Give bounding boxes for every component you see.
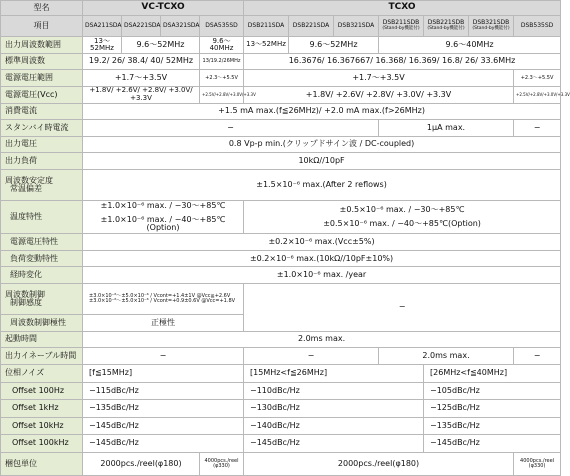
row-packing [1, 452, 561, 475]
label-stability: 周波数安定度 常温偏差 [1, 169, 83, 200]
fc-dash-tc: − [244, 284, 561, 332]
enable-dash-tc: − [244, 348, 379, 365]
temp-char-tc [244, 200, 561, 233]
pn-head-2: [15MHz<f≦26MHz] [244, 364, 424, 382]
row-freq-range [1, 37, 561, 54]
model-dsa321sda: DSA321SDA [161, 15, 200, 37]
model-dsa535sd: DSA535SD [200, 15, 244, 37]
label-packing: 梱包単位 [1, 452, 83, 475]
label-aging: 経時変化 [1, 267, 83, 284]
label-temp-char: 温度特性 [1, 200, 83, 233]
row-supply-range [1, 70, 561, 87]
row-temp-char [1, 200, 561, 233]
label-out-load: 出力負荷 [1, 153, 83, 170]
pn-10k-1: −145dBc/Hz [83, 417, 244, 435]
pack-vc: 2000pcs./reel(φ180) [83, 452, 200, 475]
label-offset-100: Offset 100Hz [1, 382, 83, 400]
std-freq-535: 13/19.2/26MHz [200, 53, 244, 70]
row-startup [1, 331, 561, 348]
temp-char-vc [83, 200, 244, 233]
pn-100-1: −115dBc/Hz [83, 382, 244, 400]
item-header: 項目 [1, 15, 83, 37]
row-room-dev [1, 169, 561, 200]
fc-sens-2: ±3.0×10⁻⁶〜±5.0×10⁻⁶ / Vcont=+0.9±0.6V @Vcc=+1.8V [89, 298, 236, 305]
supply-range-vc: +1.7〜+3.5V [83, 70, 200, 87]
pn-1k-3: −125dBc/Hz [424, 400, 561, 418]
label-fc-sens: 制御感度 [10, 298, 42, 308]
pn-head-1: [f≦15MHz] [83, 364, 244, 382]
standby-sdb: 1μA max. [379, 120, 514, 137]
fc-polarity-vc: 正極性 [83, 315, 244, 332]
pn-100k-1: −145dBc/Hz [83, 435, 244, 453]
startup-all: 2.0ms max. [83, 331, 561, 348]
label-offset-100k: Offset 100kHz [1, 435, 83, 453]
row-fc-sens [1, 284, 561, 315]
label-current: 消費電流 [1, 103, 83, 120]
label-offset-1k: Offset 1kHz [1, 400, 83, 418]
model-dsb211sda: DSB211SDA [244, 15, 289, 37]
row-phase-noise [1, 364, 561, 382]
room-dev-all: ±1.5×10⁻⁶ max.(After 2 reflows) [83, 169, 561, 200]
supply-range-tc: +1.7〜+3.5V [244, 70, 514, 87]
model-dsb211sdb: DSB211SDB (Stand-by機能付) [379, 15, 424, 37]
freq-range-vc-a: 13〜52MHz [83, 37, 122, 54]
supply-range-535: +2.3〜+5.5V [200, 70, 244, 87]
pn-1k-1: −135dBc/Hz [83, 400, 244, 418]
row-aging [1, 267, 561, 284]
group-vc-tcxo: VC-TCXO [83, 1, 244, 16]
label-fc [1, 284, 83, 315]
pack-535: 4000pcs./reel (φ330) [200, 452, 244, 475]
label-supply-vcc: 電源電圧(Vcc) [1, 87, 83, 104]
current-all: +1.5 mA max.(f≦26MHz)/ +2.0 mA max.(f>26MHz) [83, 103, 561, 120]
row-supply-vcc [1, 87, 561, 104]
label-supply-char: 電源電圧特性 [1, 234, 83, 251]
standby-dash-a: − [83, 120, 379, 137]
supply-range-b535: +2.3〜+5.5V [514, 70, 561, 87]
corner-header: 型名 [1, 1, 83, 16]
freq-range-vc-b: 9.6〜52MHz [122, 37, 200, 54]
enable-dash-vc: − [83, 348, 244, 365]
load-char-all: ±0.2×10⁻⁶ max.(10kΩ//10pF±10%) [83, 250, 561, 267]
freq-range-tc-b: 9.6〜52MHz [289, 37, 379, 54]
model-dsb321sda: DSB321SDA [334, 15, 379, 37]
out-load-all: 10kΩ//10pF [83, 153, 561, 170]
model-dsb221sda: DSB221SDA [289, 15, 334, 37]
label-startup: 起動時間 [1, 331, 83, 348]
temp-tc-2: ±0.5×10⁻⁶ max. / −40〜+85℃(Option) [323, 219, 481, 229]
pn-10k-2: −140dBc/Hz [244, 417, 424, 435]
vcc-vc: +1.8V/ +2.6V/ +2.8V/ +3.0V/ +3.3V [83, 87, 200, 104]
pack-tc: 2000pcs./reel(φ180) [244, 452, 514, 475]
model-dsa221sda: DSA221SDA [122, 15, 161, 37]
fc-sens-1: ±3.0×10⁻⁶〜±5.0×10⁻⁶ / Vcont=+1.4±1V @Vcc≧+2.6V [89, 292, 231, 299]
model-dsa211sda: DSA211SDA [83, 15, 122, 37]
temp-tc-1: ±0.5×10⁻⁶ max. / −30〜+85℃ [339, 204, 465, 214]
label-freq-range: 出力周波数範囲 [1, 37, 83, 54]
fc-sens-vc [83, 284, 244, 315]
temp-vc-2: ±1.0×10⁻⁶ max. / −40〜+85℃(Option) [100, 214, 226, 233]
std-freq-vc: 19.2/ 26/ 38.4/ 40/ 52MHz [83, 53, 200, 70]
label-out-voltage: 出力電圧 [1, 136, 83, 153]
pn-10k-3: −135dBc/Hz [424, 417, 561, 435]
row-out-load [1, 153, 561, 170]
row-pn-10k [1, 417, 561, 435]
enable-sdb: 2.0ms max. [379, 348, 514, 365]
model-dsb221sdb: DSB221SDB (Stand-by機能付) [424, 15, 469, 37]
label-load-char: 負荷変動特性 [1, 250, 83, 267]
model-dsb321sdb: DSB321SDB (Stand-by機能付) [469, 15, 514, 37]
row-std-freq [1, 53, 561, 70]
pn-1k-2: −130dBc/Hz [244, 400, 424, 418]
vcc-535: +2.5V/+2.8V/+3.0V/+3.3V [200, 87, 244, 104]
row-pn-100k [1, 435, 561, 453]
label-standby-current: スタンバイ時電流 [1, 120, 83, 137]
enable-dash-b535: − [514, 348, 561, 365]
vcc-tc: +1.8V/ +2.6V/ +2.8V/ +3.0V/ +3.3V [244, 87, 514, 104]
freq-range-tc-c: 9.6〜40MHz [379, 37, 561, 54]
label-fc-range: 周波数制御 [5, 289, 45, 299]
label-supply-range: 電源電圧範囲 [1, 70, 83, 87]
pn-100k-2: −145dBc/Hz [244, 435, 424, 453]
pack-b535: 4000pcs./reel (φ330) [514, 452, 561, 475]
vcc-b535: +2.5V/+2.8V/+3.0V/+3.3V [514, 87, 561, 104]
freq-range-tc-a: 13〜52MHz [244, 37, 289, 54]
label-offset-10k: Offset 10kHz [1, 417, 83, 435]
label-fc-polarity: 周波数制御極性 [1, 315, 83, 332]
row-enable-time [1, 348, 561, 365]
aging-all: ±1.0×10⁻⁶ max. /year [83, 267, 561, 284]
label-phase-noise: 位相ノイズ [1, 364, 83, 382]
freq-range-535: 9.6〜40MHz [200, 37, 244, 54]
pn-100k-3: −145dBc/Hz [424, 435, 561, 453]
group-tcxo: TCXO [244, 1, 561, 16]
model-dsb535sd: DSB535SD [514, 15, 561, 37]
temp-vc-1: ±1.0×10⁻⁶ max. / −30〜+85℃ [100, 200, 226, 210]
out-voltage-all: 0.8 Vp-p min.(クリップドサイン波 / DC-coupled) [83, 136, 561, 153]
label-std-freq: 標準周波数 [1, 53, 83, 70]
row-supply-char [1, 234, 561, 251]
row-out-voltage [1, 136, 561, 153]
label-room-dev: 常温偏差 [10, 183, 42, 193]
label-enable-time: 出力イネーブル時間 [1, 348, 83, 365]
row-standby-current [1, 120, 561, 137]
pn-head-3: [26MHz<f≦40MHz] [424, 364, 561, 382]
pn-100-3: −105dBc/Hz [424, 382, 561, 400]
standby-dash-b: − [514, 120, 561, 137]
row-load-char [1, 250, 561, 267]
std-freq-tc: 16.3676/ 16.367667/ 16.368/ 16.369/ 16.8/ 26/ 33.6MHz [244, 53, 561, 70]
row-pn-100 [1, 382, 561, 400]
pn-100-2: −110dBc/Hz [244, 382, 424, 400]
supply-char-all: ±0.2×10⁻⁶ max.(Vcc±5%) [83, 234, 561, 251]
row-current [1, 103, 561, 120]
row-pn-1k [1, 400, 561, 418]
